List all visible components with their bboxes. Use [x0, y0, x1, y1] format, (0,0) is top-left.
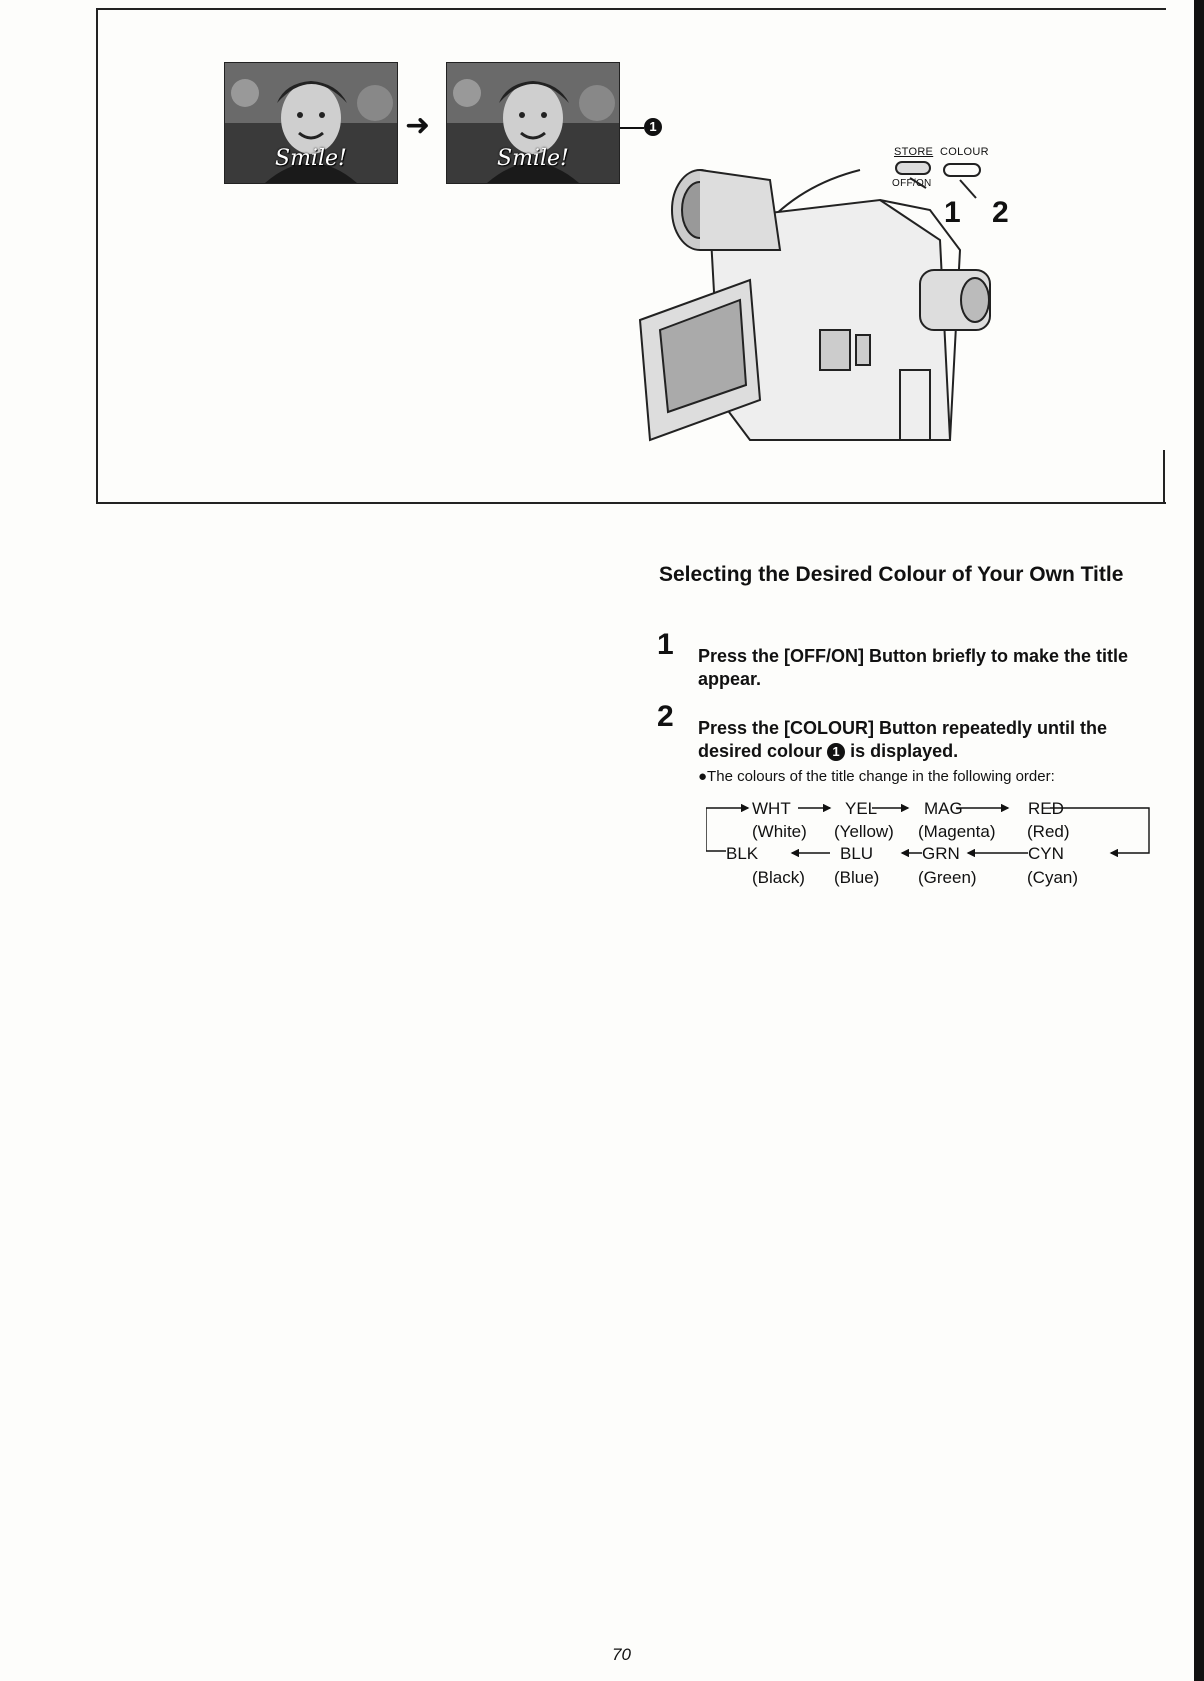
seq-red-code: RED — [1028, 799, 1064, 818]
photo-before-title: Smile! — [275, 146, 347, 171]
callout-leader-line — [620, 127, 644, 129]
camcorder-illustration — [630, 140, 1020, 470]
seq-grn-name: (Green) — [918, 868, 977, 887]
seq-yel-name: (Yellow) — [834, 822, 894, 841]
frame-right-edge — [1163, 450, 1165, 502]
figure-step-1: 1 — [944, 196, 961, 229]
photo-before — [224, 62, 398, 184]
seq-cyn-code: CYN — [1028, 844, 1064, 863]
store-label: STORE — [894, 146, 934, 158]
seq-mag-name: (Magenta) — [918, 822, 996, 841]
figure-step-2: 2 — [992, 196, 1009, 229]
photo-after — [446, 62, 620, 184]
callout-marker: 1 — [644, 118, 662, 136]
photo-after-title: Smile! — [497, 146, 569, 171]
colour-order-note: ●The colours of the title change in the following order: — [698, 768, 1055, 785]
seq-red-name: (Red) — [1027, 822, 1070, 841]
step-1-text: Press the [OFF/ON] Button briefly to make the title appear. — [698, 646, 1129, 689]
colour-label: COLOUR — [940, 146, 989, 158]
seq-mag-code: MAG — [924, 799, 963, 818]
step-2-colour-marker: 1 — [827, 743, 845, 761]
step-2-number: 2 — [657, 700, 674, 733]
step-1-number: 1 — [657, 628, 674, 661]
step-2-text-after: is displayed. — [850, 741, 959, 761]
seq-yel-code: YEL — [845, 799, 878, 818]
step-2-text-before: Press the [COLOUR] Button repeatedly until the desired colour — [698, 718, 1108, 761]
seq-cyn-name: (Cyan) — [1027, 868, 1079, 887]
page-number: 70 — [612, 1645, 631, 1664]
seq-wht-name: (White) — [752, 822, 807, 841]
section-heading: Selecting the Desired Colour of Your Own Title — [659, 563, 1124, 586]
offon-label: OFF/ON — [892, 178, 932, 189]
seq-blu-code: BLU — [840, 844, 874, 863]
step-2-text — [698, 717, 1158, 763]
seq-blu-name: (Blue) — [834, 868, 880, 887]
seq-blk-name: (Black) — [752, 868, 805, 887]
seq-wht-code: WHT — [752, 799, 791, 818]
seq-blk-code: BLK — [726, 844, 759, 863]
page-edge-bar — [1194, 0, 1204, 1681]
transition-arrow-icon: ➜ — [405, 109, 431, 142]
seq-grn-code: GRN — [922, 844, 960, 863]
